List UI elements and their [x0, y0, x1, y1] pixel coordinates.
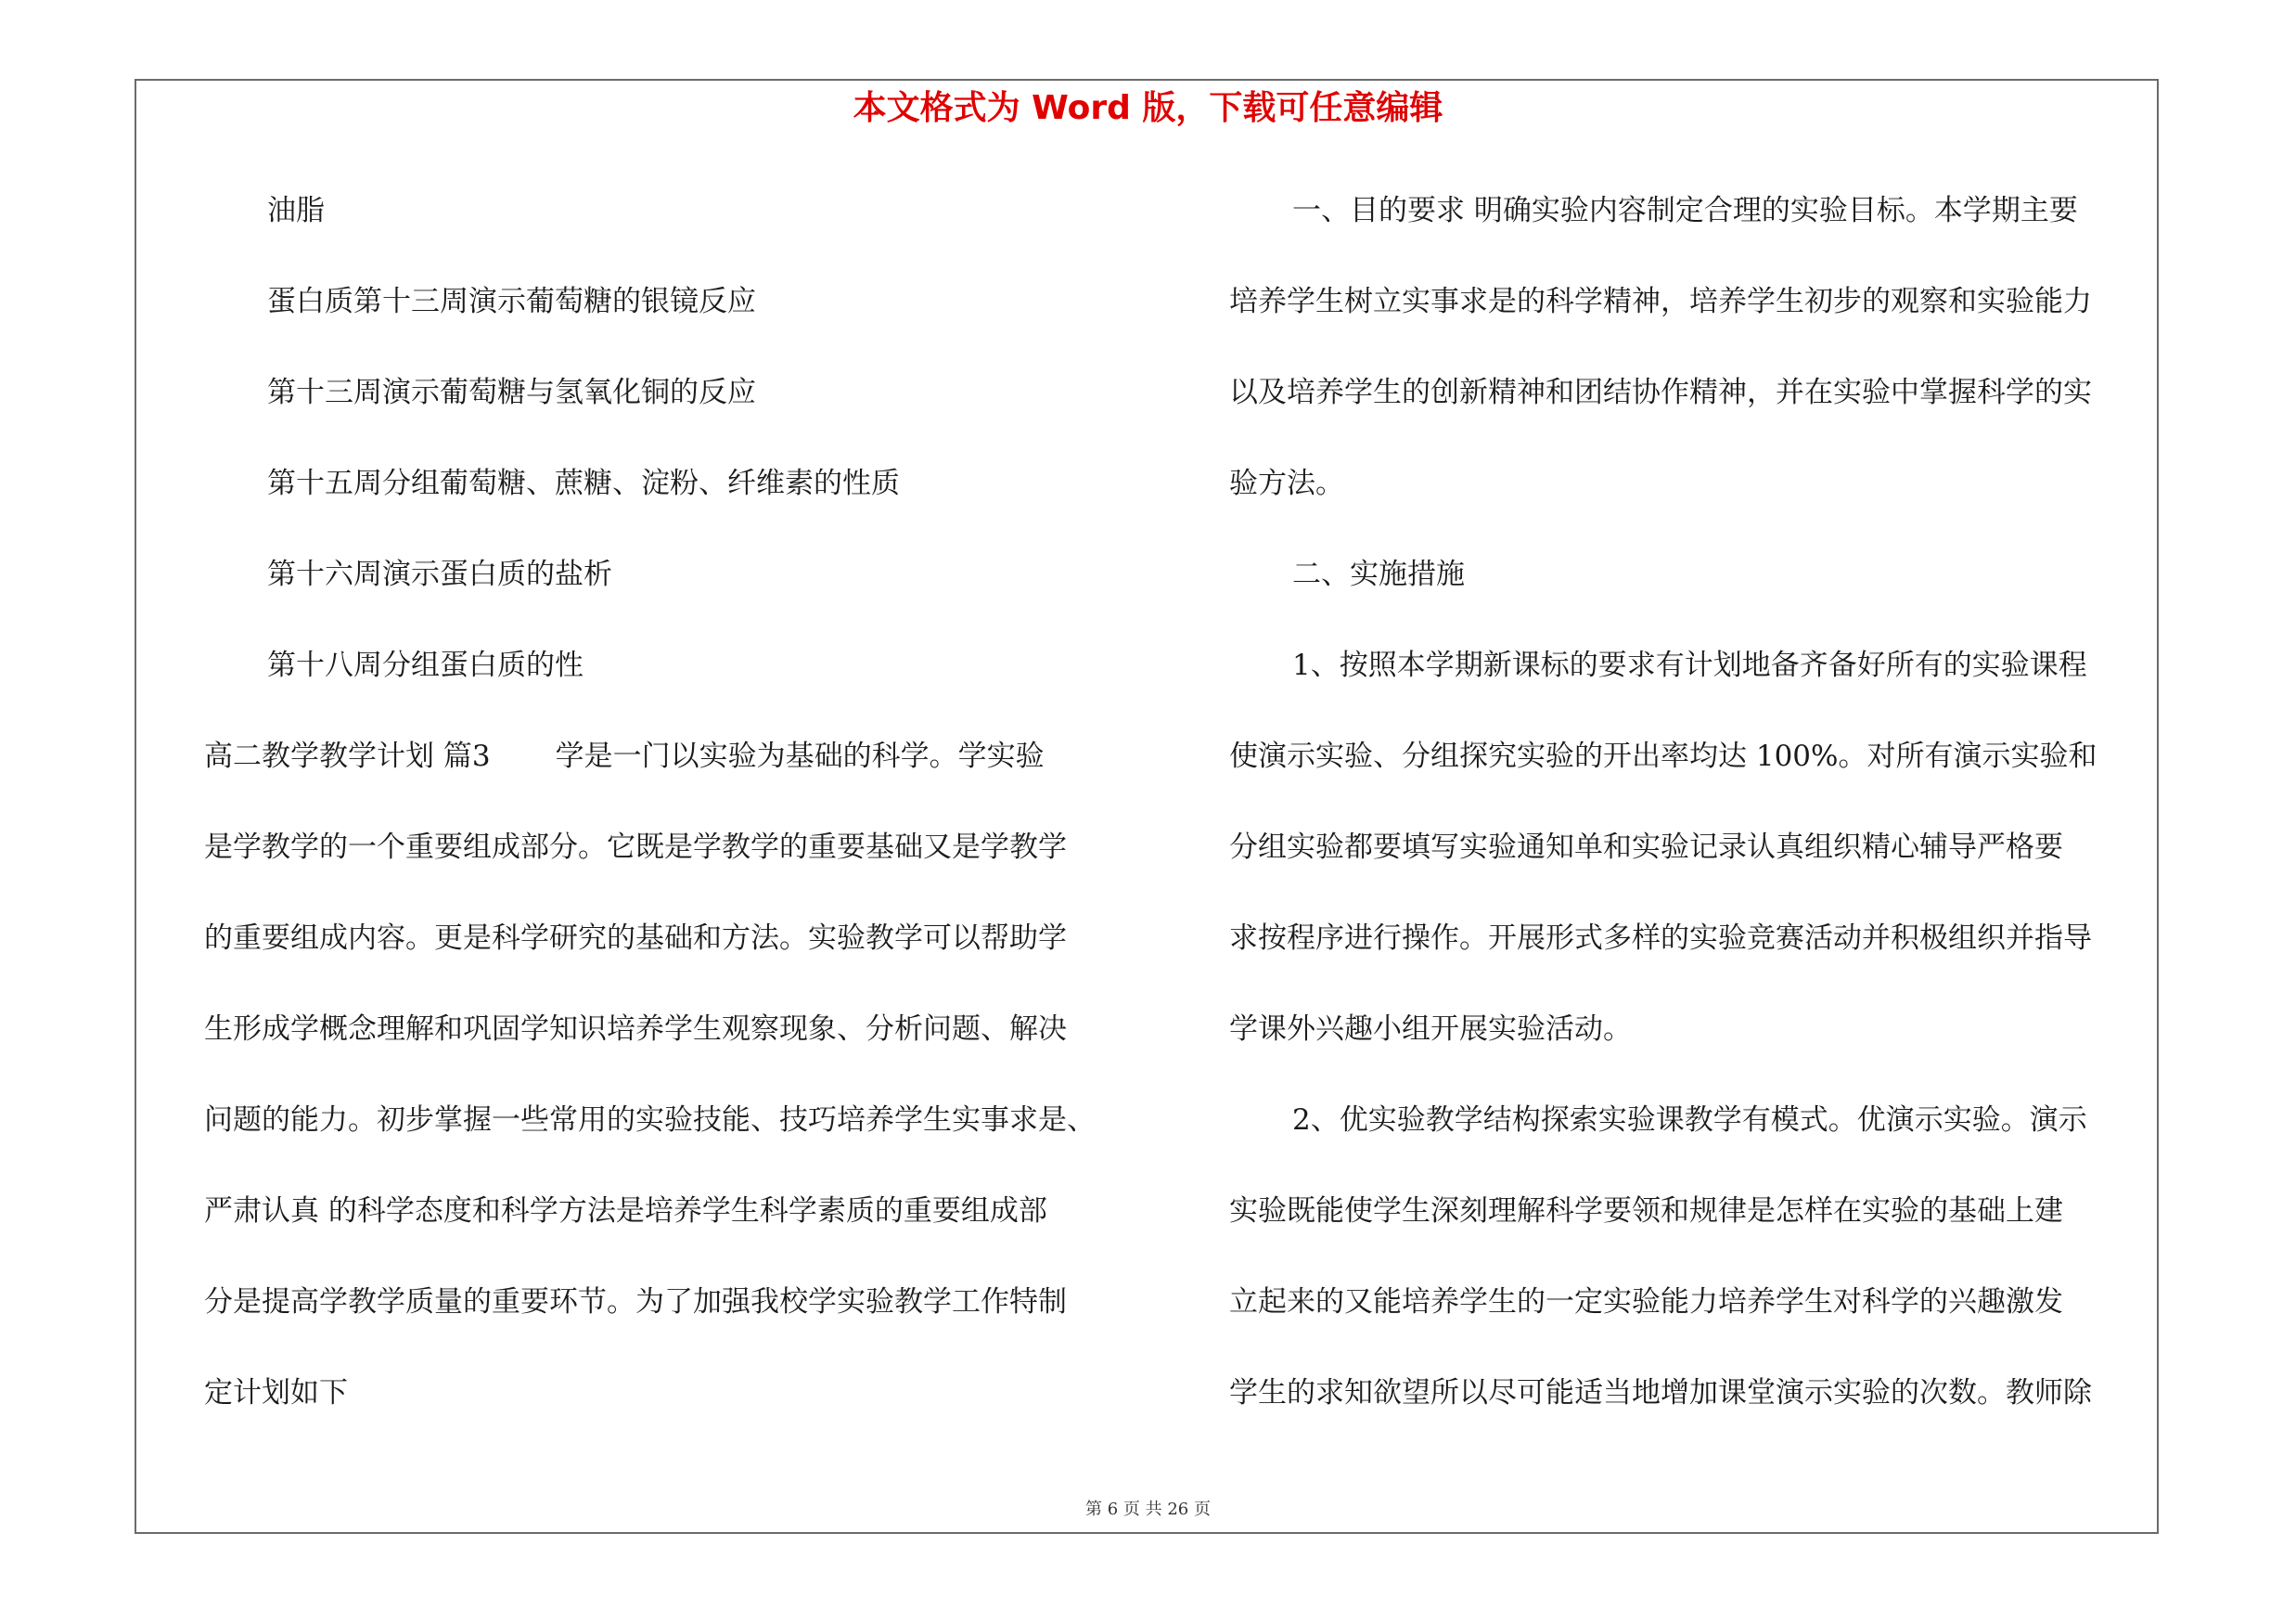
section-heading: 高二教学教学计划 篇3: [204, 740, 491, 773]
page-number-footer: 第 6 页 共 26 页: [1085, 1500, 1211, 1519]
text-line: 使演示实验、分组探究实验的开出率均达 100%。对所有演示实验和: [1229, 740, 2097, 773]
text-line: 学生的求知欲望所以尽可能适当地增加课堂演示实验的次数。教师除: [1229, 1376, 2092, 1410]
text-line: 验方法。: [1229, 467, 1344, 500]
text-line: 的重要组成内容。更是科学研究的基础和方法。实验教学可以帮助学: [204, 921, 1067, 955]
text-line: 培养学生树立实事求是的科学精神，培养学生初步的观察和实验能力: [1229, 285, 2092, 318]
left-column: [204, 183, 1132, 1456]
right-column: [1229, 183, 2157, 1456]
section-heading-line: [204, 728, 1132, 819]
text-line: 定计划如下: [204, 1376, 348, 1410]
text-line: 问题的能力。初步掌握一些常用的实验技能、技巧培养学生实事求是、: [204, 1103, 1096, 1137]
text-line: 是学教学的一个重要组成部分。它既是学教学的重要基础又是学教学: [204, 831, 1067, 864]
text-line: 1、按照本学期新课标的要求有计划地备齐备好所有的实验课程: [1292, 649, 2087, 682]
text-line: 分是提高学教学质量的重要环节。为了加强我校学实验教学工作特制: [204, 1285, 1067, 1319]
text-line: 第十六周演示蛋白质的盐析: [267, 558, 612, 591]
text-line: 2、优实验教学结构探索实验课教学有模式。优演示实验。演示: [1292, 1103, 2087, 1137]
text-line: 学是一门以实验为基础的科学。学实验: [555, 740, 1045, 773]
text-line: 生形成学概念理解和巩固学知识培养学生观察现象、分析问题、解决: [204, 1012, 1067, 1046]
text-line: 第十三周演示葡萄糖与氢氧化铜的反应: [267, 376, 756, 409]
text-line: 分组实验都要填写实验通知单和实验记录认真组织精心辅导严格要: [1229, 831, 2063, 864]
text-line: 求按程序进行操作。开展形式多样的实验竞赛活动并积极组织并指导: [1229, 921, 2092, 955]
section-heading: 二、实施措施: [1292, 558, 1465, 591]
text-line: 立起来的又能培养学生的一定实验能力培养学生对科学的兴趣激发: [1229, 1285, 2063, 1319]
text-line: 蛋白质第十三周演示葡萄糖的银镜反应: [267, 285, 756, 318]
format-banner: 本文格式为 Word 版，下载可任意编辑: [853, 89, 1443, 127]
text-line: 第十八周分组蛋白质的性: [267, 649, 584, 682]
text-line: 以及培养学生的创新精神和团结协作精神，并在实验中掌握科学的实: [1229, 376, 2092, 409]
text-line: 一、目的要求 明确实验内容制定合理的实验目标。本学期主要: [1292, 194, 2078, 227]
text-line: 学课外兴趣小组开展实验活动。: [1229, 1012, 1632, 1046]
text-line: 严肃认真 的科学态度和科学方法是培养学生科学素质的重要组成部: [204, 1194, 1047, 1228]
text-line: 油脂: [267, 194, 325, 227]
text-line: 实验既能使学生深刻理解科学要领和规律是怎样在实验的基础上建: [1229, 1194, 2063, 1228]
text-line: 第十五周分组葡萄糖、蔗糖、淀粉、纤维素的性质: [267, 467, 900, 500]
